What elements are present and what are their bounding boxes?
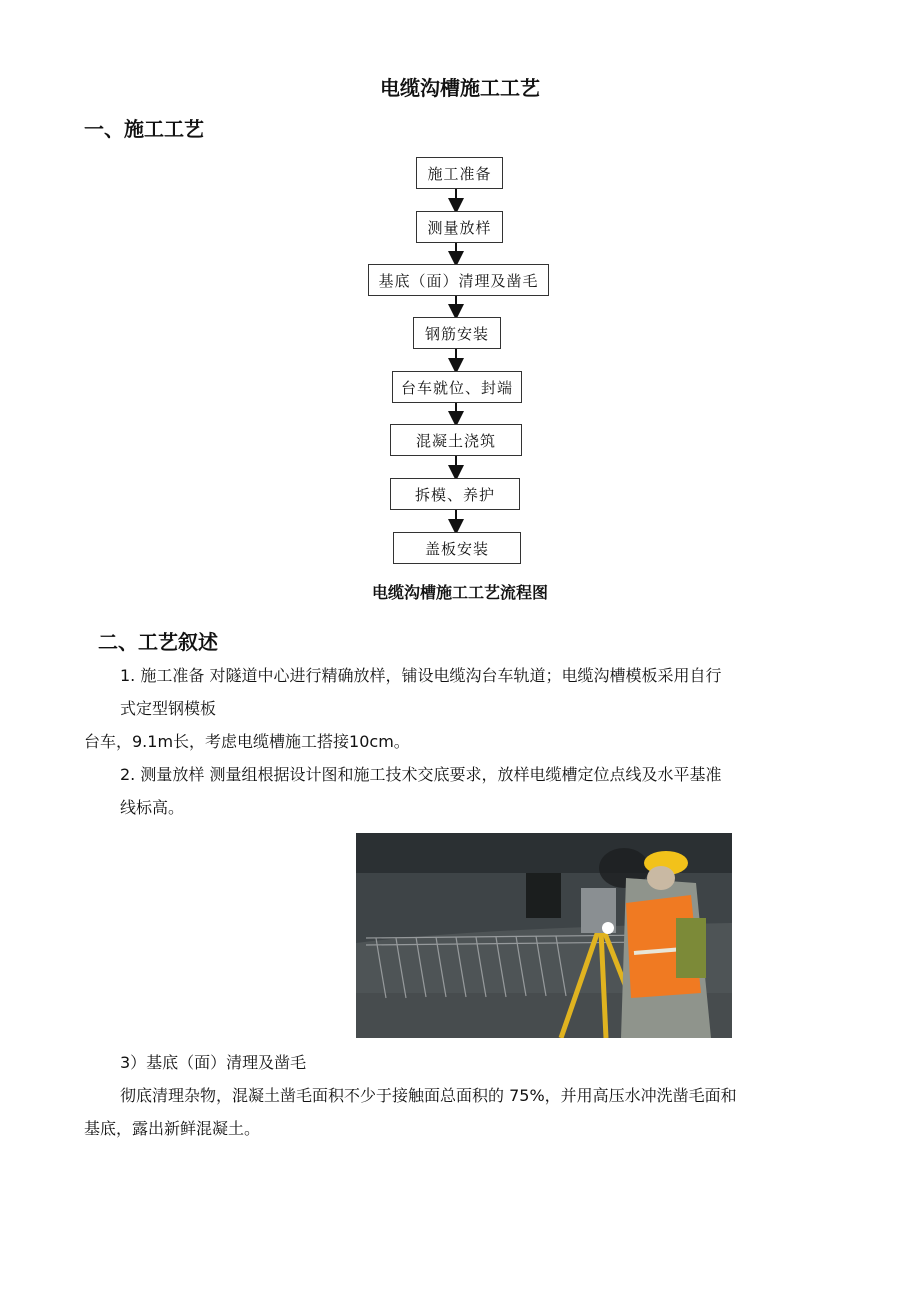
survey-photo [356,833,732,1038]
flow-step-curing: 拆模、养护 [390,478,520,510]
paragraph-3-line-1: 彻底清理杂物，混凝土凿毛面积不少于接触面总面积的 75%，并用高压水冲洗凿毛面和 [120,1086,737,1105]
paragraph-1-line-3: 台车，9.1m长，考虑电缆槽施工搭接10cm。 [84,732,410,751]
flow-step-cover: 盖板安装 [393,532,521,564]
section-heading-1: 一、施工工艺 [84,117,204,141]
flowchart-caption: 电缆沟槽施工工艺流程图 [371,583,548,602]
document-title: 电缆沟槽施工工艺 [380,76,540,100]
flow-step-concrete: 混凝土浇筑 [390,424,522,456]
paragraph-2-line-2: 线标高。 [120,798,185,817]
paragraph-2-line-1: 2. 测量放样 测量组根据设计图和施工技术交底要求，放样电缆槽定位点线及水平基准 [120,765,722,784]
paragraph-1-line-1: 1. 施工准备 对隧道中心进行精确放样，铺设电缆沟台车轨道；电缆沟槽模板采用自行 [120,666,722,685]
flow-step-prepare: 施工准备 [416,157,503,189]
flow-step-base-cleaning: 基底（面）清理及凿毛 [368,264,549,296]
flow-step-rebar: 钢筋安装 [413,317,501,349]
paragraph-3-line-2: 基底，露出新鲜混凝土。 [84,1119,261,1138]
survey-photo-illustration [356,833,732,1038]
paragraph-3-heading: 3）基底（面）清理及凿毛 [120,1053,307,1072]
flow-step-survey: 测量放样 [416,211,503,243]
section-heading-2: 二、工艺叙述 [98,630,218,654]
flow-step-trolley: 台车就位、封端 [392,371,522,403]
paragraph-1-line-2: 式定型钢模板 [120,699,217,718]
